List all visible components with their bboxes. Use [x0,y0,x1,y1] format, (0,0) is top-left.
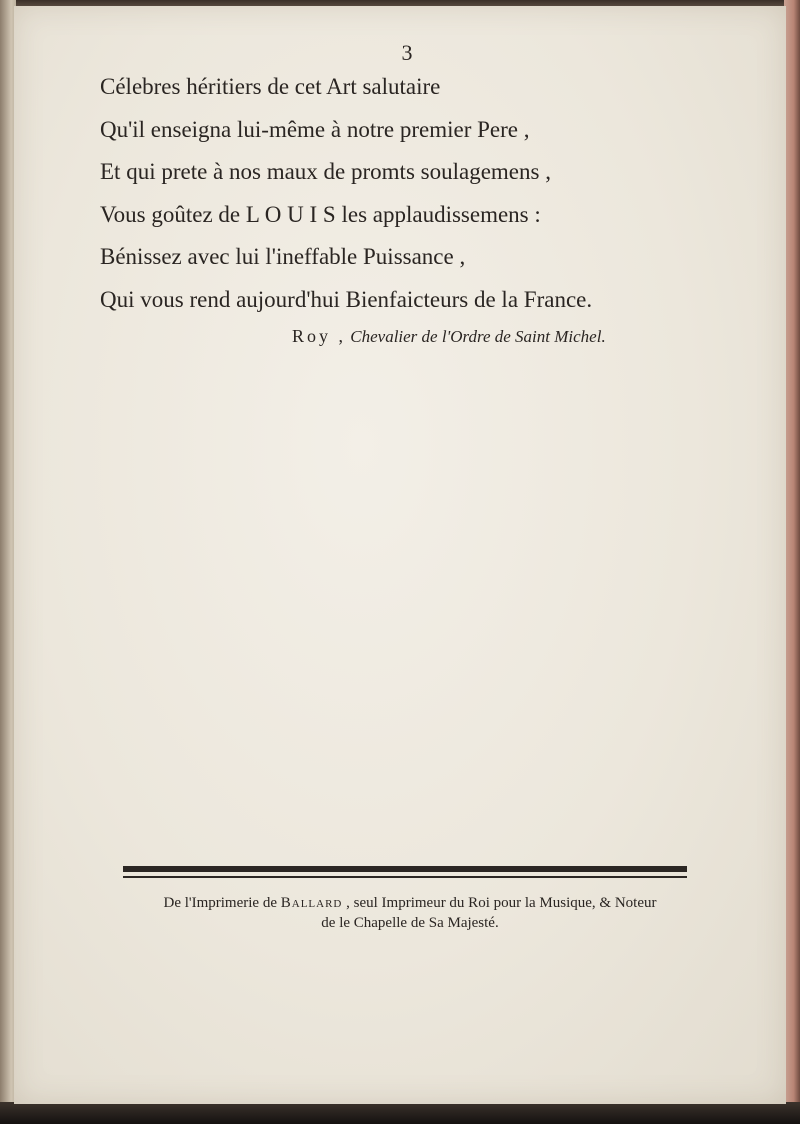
poem-line: Qui vous rend aujourd'hui Bienfaicteurs de la France. [100,286,593,312]
printer-name: Ballard [280,895,343,911]
imprint-suffix: , seul Imprimeur du Roi pour la Musique, & Noteur [346,895,657,911]
bottom-shadow [0,1102,800,1124]
poem-line: Qu'il enseigna lui-même à notre premier Pere , [100,116,530,142]
divider-thin [123,876,687,878]
author-signature [292,326,692,347]
page-number: 3 [401,40,413,65]
imprint-line-1 [100,893,720,913]
imprint-prefix: De l'Imprimerie de [163,895,277,911]
poem-line: Vous goûtez de L O U I S les applaudissemens : [100,201,541,227]
poem-line: Et qui prete à nos maux de promts soulagemens , [100,159,551,184]
printer-imprint [100,893,720,933]
poem-line: Célebres héritiers de cet Art salutaire [100,74,441,99]
author-title: Chevalier de l'Ordre de Saint Michel. [350,327,606,346]
page-right-edge [784,0,800,1124]
imprint-line-2: de le Chapelle de Sa Majesté. [321,915,499,931]
poem-line: Bénissez avec lui l'ineffable Puissance , [100,244,466,269]
author-name: Roy , [292,326,347,346]
poem-stanza [100,66,700,321]
divider-thick [123,866,687,872]
